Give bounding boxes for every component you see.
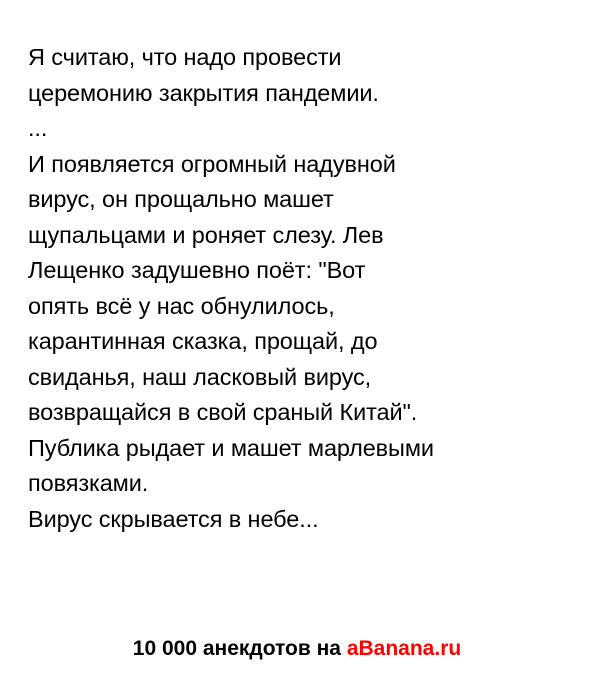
- joke-line: свиданья, наш ласковый вирус,: [28, 363, 372, 390]
- joke-line: церемонию закрытия пандемии.: [28, 79, 379, 106]
- joke-line: карантинная сказка, прощай, до: [28, 328, 378, 354]
- footer-label: 10 000 анекдотов на: [132, 637, 347, 660]
- joke-line: вирус, он прощально машет: [28, 186, 334, 212]
- joke-text: [28, 40, 572, 537]
- joke-line: щупальцами и роняет слезу. Лев: [28, 221, 384, 248]
- joke-line: Вирус скрывается в небе...: [28, 505, 319, 532]
- joke-line: И появляется огромный надувной: [28, 150, 396, 177]
- joke-line: возвращайся в свой сраный Китай".: [28, 399, 418, 425]
- joke-line: повязками.: [28, 470, 149, 496]
- site-brand-name[interactable]: aBanana: [346, 637, 435, 660]
- joke-line: Я считаю, что надо провести: [28, 44, 342, 70]
- joke-line: ...: [28, 115, 48, 141]
- footer-attribution: [0, 636, 600, 662]
- joke-line: Лещенко задушевно поёт: "Вот: [28, 257, 366, 283]
- joke-line: опять всё у нас обнулилось,: [28, 292, 335, 319]
- site-brand-tld[interactable]: .ru: [434, 637, 462, 660]
- joke-line: Публика рыдает и машет марлевыми: [28, 434, 434, 461]
